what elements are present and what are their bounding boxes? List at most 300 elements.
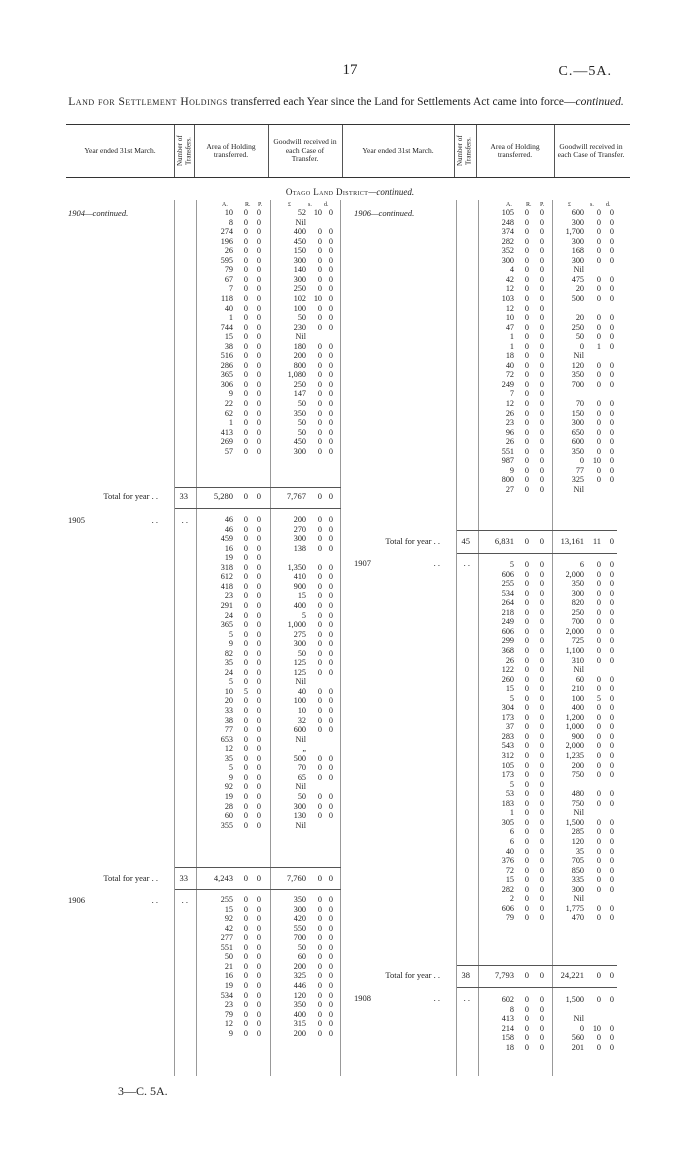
cell-s: 0 bbox=[317, 591, 322, 601]
cell-d: 0 bbox=[328, 399, 333, 408]
cell-a: 606 bbox=[501, 903, 514, 913]
cell-d: 0 bbox=[328, 543, 333, 553]
cell-d: 0 bbox=[328, 753, 333, 763]
table-row bbox=[0, 723, 700, 731]
number-dots: . . bbox=[181, 895, 188, 905]
cell-s: 0 bbox=[317, 437, 322, 447]
cell-a: 9 bbox=[228, 389, 233, 399]
cell-s: 0 bbox=[317, 904, 322, 914]
cell-p: 0 bbox=[539, 884, 544, 894]
cell-d: 0 bbox=[328, 437, 333, 447]
cell-d: 0 bbox=[609, 446, 614, 456]
cell-d: 0 bbox=[609, 588, 614, 598]
header-year-right: Year ended 31st March. bbox=[362, 145, 434, 155]
cell-l: 250 bbox=[571, 607, 584, 617]
cell-a: 79 bbox=[224, 265, 233, 275]
cell-d: 0 bbox=[328, 801, 333, 811]
cell-l: 800 bbox=[293, 360, 306, 370]
cell-d: 0 bbox=[328, 971, 333, 981]
cell-s: 0 bbox=[596, 427, 601, 437]
cell-p: 0 bbox=[256, 610, 261, 620]
cell-d: 0 bbox=[328, 600, 333, 610]
cell-d: 0 bbox=[328, 980, 333, 990]
cell-r: 0 bbox=[243, 1009, 248, 1019]
table-row bbox=[0, 873, 700, 885]
cell-r: 0 bbox=[243, 639, 248, 649]
total-l: 13,161 bbox=[560, 536, 584, 546]
cell-r: 0 bbox=[524, 760, 529, 770]
table-row bbox=[0, 314, 700, 322]
cell-s: 0 bbox=[317, 952, 322, 962]
table-row bbox=[0, 628, 700, 636]
cell-a: 62 bbox=[224, 408, 233, 418]
cell-r: 0 bbox=[243, 677, 248, 687]
cell-d: 0 bbox=[609, 741, 614, 751]
cell-r: 0 bbox=[243, 515, 248, 524]
cell-p: 0 bbox=[539, 446, 544, 456]
cell-d: 0 bbox=[609, 341, 614, 351]
cell-l: 120 bbox=[293, 990, 306, 1000]
cell-r: 0 bbox=[524, 607, 529, 617]
cell-r: 0 bbox=[524, 217, 529, 227]
table-row bbox=[0, 305, 700, 313]
cell-a: 355 bbox=[220, 820, 233, 830]
cell-s: 5 bbox=[596, 693, 601, 703]
cell-r: 0 bbox=[243, 658, 248, 668]
cell-s: 0 bbox=[317, 446, 322, 456]
cell-a: 46 bbox=[224, 515, 233, 524]
table-row bbox=[0, 569, 700, 582]
table-row bbox=[0, 362, 700, 370]
cell-p: 0 bbox=[539, 370, 544, 380]
cell-a: 306 bbox=[220, 379, 233, 389]
cell-d: 0 bbox=[328, 591, 333, 601]
cell-l: 1,200 bbox=[565, 712, 584, 722]
cell-a: 5 bbox=[228, 763, 233, 773]
cell-s: 0 bbox=[596, 360, 601, 370]
table-row bbox=[0, 1015, 700, 1023]
cell-a: 8 bbox=[228, 217, 233, 227]
cell-a: 352 bbox=[501, 246, 514, 256]
cell-r: 0 bbox=[243, 706, 248, 715]
cell-s: 0 bbox=[317, 303, 322, 313]
cell-r: 0 bbox=[243, 255, 248, 265]
cell-l: 140 bbox=[293, 265, 306, 275]
cell-a: 33 bbox=[224, 706, 233, 715]
cell-p: 0 bbox=[256, 1000, 261, 1010]
table-row bbox=[0, 857, 700, 865]
cell-a: 269 bbox=[220, 437, 233, 447]
cell-l: 310 bbox=[571, 655, 584, 665]
total-row bbox=[0, 534, 700, 546]
cell-r: 0 bbox=[243, 1000, 248, 1010]
cell-p: 0 bbox=[539, 846, 544, 856]
cell-r: 0 bbox=[243, 293, 248, 303]
cell-d: 0 bbox=[609, 798, 614, 808]
cell-a: 653 bbox=[220, 734, 233, 744]
cell-l: 250 bbox=[571, 322, 584, 332]
cell-p: 0 bbox=[539, 427, 544, 437]
cell-a: 16 bbox=[224, 971, 233, 981]
cell-l: 120 bbox=[571, 836, 584, 846]
header-number-left bbox=[174, 125, 194, 177]
cell-s: 0 bbox=[596, 370, 601, 380]
cell-p: 0 bbox=[256, 667, 261, 677]
cell-d: 0 bbox=[328, 313, 333, 323]
total-a: 5,280 bbox=[213, 491, 233, 501]
cell-a: 20 bbox=[224, 696, 233, 706]
cell-l: 315 bbox=[293, 1019, 306, 1029]
cell-s: 0 bbox=[596, 227, 601, 237]
cell-l: 300 bbox=[293, 274, 306, 284]
unit-s-right: s. bbox=[590, 202, 594, 208]
cell-p: 0 bbox=[539, 1042, 544, 1052]
cell-s: 0 bbox=[596, 703, 601, 713]
cell-a: 6 bbox=[509, 836, 514, 846]
cell-p: 0 bbox=[256, 600, 261, 610]
table-row bbox=[0, 838, 700, 846]
cell-p: 0 bbox=[256, 427, 261, 437]
total-s: 0 bbox=[596, 970, 601, 980]
cell-l: „ bbox=[302, 744, 306, 754]
cell-l: 210 bbox=[571, 684, 584, 694]
cell-s: 0 bbox=[596, 995, 601, 1004]
cell-a: 534 bbox=[220, 990, 233, 1000]
cell-l: 300 bbox=[571, 588, 584, 598]
cell-l: 705 bbox=[571, 856, 584, 866]
cell-l: 300 bbox=[293, 255, 306, 265]
cell-d: 0 bbox=[328, 620, 333, 630]
cell-a: 368 bbox=[501, 645, 514, 655]
cell-p: 0 bbox=[256, 379, 261, 389]
cell-d: 0 bbox=[609, 437, 614, 447]
total-l: 7,760 bbox=[286, 873, 306, 883]
total-s: 0 bbox=[317, 491, 322, 501]
table-row bbox=[0, 800, 700, 808]
cell-s: 0 bbox=[317, 543, 322, 553]
cell-p: 0 bbox=[256, 639, 261, 649]
unit-p-right: P. bbox=[540, 202, 545, 208]
cell-r: 0 bbox=[524, 636, 529, 646]
cell-s: 0 bbox=[317, 610, 322, 620]
cell-a: 42 bbox=[224, 923, 233, 933]
table-row bbox=[0, 1025, 700, 1033]
cell-r: 0 bbox=[524, 626, 529, 636]
cell-p: 0 bbox=[539, 1023, 544, 1033]
cell-s: 0 bbox=[317, 791, 322, 801]
cell-p: 0 bbox=[256, 772, 261, 782]
cell-r: 0 bbox=[243, 1019, 248, 1029]
cell-r: 0 bbox=[243, 620, 248, 630]
table-row bbox=[0, 982, 700, 990]
cell-r: 0 bbox=[524, 703, 529, 713]
cell-l: 850 bbox=[571, 865, 584, 875]
cell-p: 0 bbox=[539, 208, 544, 217]
cell-s: 10 bbox=[313, 293, 322, 303]
cell-l: 350 bbox=[293, 1000, 306, 1010]
cell-r: 0 bbox=[243, 303, 248, 313]
cell-a: 1 bbox=[509, 341, 514, 351]
table-row bbox=[0, 324, 700, 332]
cell-l: 446 bbox=[293, 980, 306, 990]
cell-r: 0 bbox=[524, 817, 529, 827]
cell-p: 0 bbox=[539, 808, 544, 818]
cell-s: 0 bbox=[596, 322, 601, 332]
cell-a: 24 bbox=[224, 610, 233, 620]
cell-a: 606 bbox=[501, 626, 514, 636]
cell-r: 5 bbox=[243, 686, 248, 696]
cell-r: 0 bbox=[524, 465, 529, 475]
total-p: 0 bbox=[539, 536, 544, 546]
cell-l: 700 bbox=[571, 379, 584, 389]
cell-l: 1,775 bbox=[565, 903, 584, 913]
total-number: 45 bbox=[461, 536, 470, 546]
table-row bbox=[0, 693, 700, 706]
cell-r: 0 bbox=[524, 293, 529, 303]
cell-s: 0 bbox=[317, 524, 322, 534]
cell-a: 4 bbox=[509, 265, 514, 275]
cell-p: 0 bbox=[256, 351, 261, 361]
cell-d: 0 bbox=[328, 933, 333, 943]
cell-r: 0 bbox=[243, 820, 248, 830]
cell-p: 0 bbox=[256, 524, 261, 534]
cell-d: 0 bbox=[328, 524, 333, 534]
cell-a: 214 bbox=[501, 1023, 514, 1033]
cell-a: 277 bbox=[220, 933, 233, 943]
year-label-text: 1904—continued. bbox=[68, 208, 129, 218]
cell-p: 0 bbox=[539, 722, 544, 732]
cell-r: 0 bbox=[524, 569, 529, 579]
total-r: 0 bbox=[524, 536, 529, 546]
cell-a: 260 bbox=[501, 674, 514, 684]
cell-d: 0 bbox=[328, 341, 333, 351]
cell-p: 0 bbox=[256, 1028, 261, 1038]
cell-l: 300 bbox=[571, 884, 584, 894]
cell-p: 0 bbox=[539, 1004, 544, 1014]
year-dots: . . bbox=[151, 895, 158, 905]
cell-r: 0 bbox=[243, 274, 248, 284]
cell-d: 0 bbox=[609, 313, 614, 323]
cell-d: 0 bbox=[609, 903, 614, 913]
header-number-right bbox=[454, 125, 474, 177]
cell-r: 0 bbox=[243, 923, 248, 933]
cell-p: 0 bbox=[539, 284, 544, 294]
cell-s: 0 bbox=[317, 360, 322, 370]
table-row bbox=[0, 580, 700, 588]
cell-a: 26 bbox=[505, 655, 514, 665]
table-row bbox=[0, 752, 700, 760]
cell-s: 0 bbox=[596, 208, 601, 217]
cell-r: 0 bbox=[524, 379, 529, 389]
cell-r: 0 bbox=[524, 751, 529, 760]
cell-r: 0 bbox=[243, 811, 248, 821]
cell-l: 2,000 bbox=[565, 569, 584, 579]
cell-s: 0 bbox=[317, 534, 322, 544]
cell-p: 0 bbox=[256, 677, 261, 687]
cell-p: 0 bbox=[256, 389, 261, 399]
cell-d: 0 bbox=[609, 332, 614, 342]
cell-l: 285 bbox=[571, 827, 584, 837]
cell-l: 147 bbox=[293, 389, 306, 399]
cell-s: 0 bbox=[596, 846, 601, 856]
cell-d: 0 bbox=[328, 293, 333, 303]
cell-l: 5 bbox=[301, 610, 306, 620]
cell-l: 410 bbox=[293, 572, 306, 582]
cell-l: 820 bbox=[571, 598, 584, 608]
cell-a: 1 bbox=[509, 808, 514, 818]
cell-r: 0 bbox=[524, 1004, 529, 1014]
cell-p: 0 bbox=[539, 408, 544, 418]
cell-p: 0 bbox=[256, 236, 261, 246]
cell-d: 0 bbox=[609, 418, 614, 428]
cell-r: 0 bbox=[524, 303, 529, 313]
cell-a: 305 bbox=[501, 817, 514, 827]
cell-d: 0 bbox=[328, 658, 333, 668]
cell-l: 0 bbox=[579, 341, 584, 351]
cell-r: 0 bbox=[243, 980, 248, 990]
cell-s: 0 bbox=[317, 265, 322, 275]
cell-r: 0 bbox=[524, 370, 529, 380]
cell-r: 0 bbox=[524, 389, 529, 399]
cell-a: 744 bbox=[220, 322, 233, 332]
cell-l: Nil bbox=[295, 677, 306, 687]
cell-l: 50 bbox=[297, 427, 306, 437]
cell-l: 400 bbox=[293, 1009, 306, 1019]
cell-p: 0 bbox=[256, 274, 261, 284]
total-r: 0 bbox=[243, 491, 248, 501]
district-name: Otago Land District bbox=[285, 187, 369, 197]
header-year-left: Year ended 31st March. bbox=[84, 145, 156, 155]
cell-s: 0 bbox=[596, 789, 601, 799]
cell-s: 0 bbox=[317, 763, 322, 773]
cell-a: 57 bbox=[224, 446, 233, 456]
cell-r: 0 bbox=[243, 379, 248, 389]
cell-r: 0 bbox=[524, 446, 529, 456]
cell-s: 0 bbox=[317, 753, 322, 763]
cell-s: 0 bbox=[596, 588, 601, 598]
cell-r: 0 bbox=[524, 399, 529, 408]
cell-d: 0 bbox=[328, 208, 333, 217]
total-p: 0 bbox=[539, 970, 544, 980]
cell-l: 2,000 bbox=[565, 626, 584, 636]
cell-s: 0 bbox=[317, 811, 322, 821]
cell-a: 5 bbox=[509, 779, 514, 789]
cell-l: 550 bbox=[293, 923, 306, 933]
cell-d: 0 bbox=[328, 904, 333, 914]
cell-p: 0 bbox=[256, 648, 261, 658]
cell-a: 312 bbox=[501, 751, 514, 760]
cell-d: 0 bbox=[609, 370, 614, 380]
cell-p: 0 bbox=[256, 706, 261, 715]
cell-r: 0 bbox=[243, 801, 248, 811]
cell-p: 0 bbox=[539, 894, 544, 904]
cell-p: 0 bbox=[256, 322, 261, 332]
cell-s: 0 bbox=[317, 658, 322, 668]
cell-a: 9 bbox=[228, 772, 233, 782]
cell-r: 0 bbox=[524, 617, 529, 627]
cell-l: 420 bbox=[293, 914, 306, 924]
cell-r: 0 bbox=[243, 591, 248, 601]
cell-a: 9 bbox=[509, 465, 514, 475]
year-label-text: 1908 bbox=[354, 993, 371, 1003]
cell-d: 0 bbox=[328, 715, 333, 725]
cell-a: 35 bbox=[224, 658, 233, 668]
cell-d: 0 bbox=[328, 667, 333, 677]
cell-d: 0 bbox=[328, 914, 333, 924]
cell-p: 0 bbox=[256, 629, 261, 639]
cell-l: 400 bbox=[293, 227, 306, 237]
cell-a: 26 bbox=[505, 408, 514, 418]
cell-p: 0 bbox=[539, 227, 544, 237]
cell-p: 0 bbox=[539, 636, 544, 646]
cell-l: 1,500 bbox=[565, 995, 584, 1004]
cell-d: 0 bbox=[328, 236, 333, 246]
cell-l: 325 bbox=[293, 971, 306, 981]
cell-p: 0 bbox=[539, 236, 544, 246]
cell-a: 5 bbox=[509, 560, 514, 569]
header-number-right-text: Number of Transfers. bbox=[455, 135, 472, 167]
cell-a: 1 bbox=[509, 332, 514, 342]
cell-s: 0 bbox=[317, 515, 322, 524]
cell-d: 0 bbox=[328, 610, 333, 620]
cell-d: 0 bbox=[609, 655, 614, 665]
unit-s: s. bbox=[308, 202, 312, 208]
cell-l: 350 bbox=[293, 408, 306, 418]
cell-s: 0 bbox=[596, 408, 601, 418]
table-row bbox=[0, 467, 700, 475]
cell-d: 0 bbox=[609, 693, 614, 703]
cell-p: 0 bbox=[256, 904, 261, 914]
cell-d: 0 bbox=[609, 817, 614, 827]
total-a: 6,831 bbox=[494, 536, 514, 546]
cell-s: 0 bbox=[596, 684, 601, 694]
cell-l: 750 bbox=[571, 770, 584, 780]
table-row bbox=[0, 771, 700, 779]
cell-l: 77 bbox=[575, 465, 584, 475]
cell-s: 0 bbox=[317, 562, 322, 572]
cell-p: 0 bbox=[256, 763, 261, 773]
cell-d: 0 bbox=[328, 515, 333, 524]
cell-l: Nil bbox=[573, 808, 584, 818]
header-area-left: Area of Holding transferred. bbox=[206, 141, 256, 159]
cell-s: 0 bbox=[596, 418, 601, 428]
cell-s: 0 bbox=[317, 255, 322, 265]
cell-p: 0 bbox=[256, 293, 261, 303]
table-row bbox=[0, 779, 700, 792]
cell-p: 0 bbox=[539, 360, 544, 370]
cell-p: 0 bbox=[539, 779, 544, 789]
cell-p: 0 bbox=[256, 341, 261, 351]
total-number: 38 bbox=[461, 970, 470, 980]
total-number: 33 bbox=[179, 873, 188, 883]
cell-l: Nil bbox=[573, 1014, 584, 1024]
cell-a: 248 bbox=[501, 217, 514, 227]
cell-d: 0 bbox=[609, 684, 614, 694]
cell-a: 612 bbox=[220, 572, 233, 582]
cell-s: 0 bbox=[317, 706, 322, 715]
cell-p: 0 bbox=[256, 370, 261, 380]
table-row bbox=[0, 1006, 700, 1014]
cell-a: 299 bbox=[501, 636, 514, 646]
table-row bbox=[0, 953, 700, 961]
cell-r: 0 bbox=[524, 484, 529, 494]
cell-l: 900 bbox=[293, 581, 306, 591]
unit-l: £ bbox=[288, 202, 291, 208]
cell-p: 0 bbox=[256, 562, 261, 572]
cell-r: 0 bbox=[243, 227, 248, 237]
cell-p: 0 bbox=[256, 620, 261, 630]
cell-a: 92 bbox=[224, 914, 233, 924]
